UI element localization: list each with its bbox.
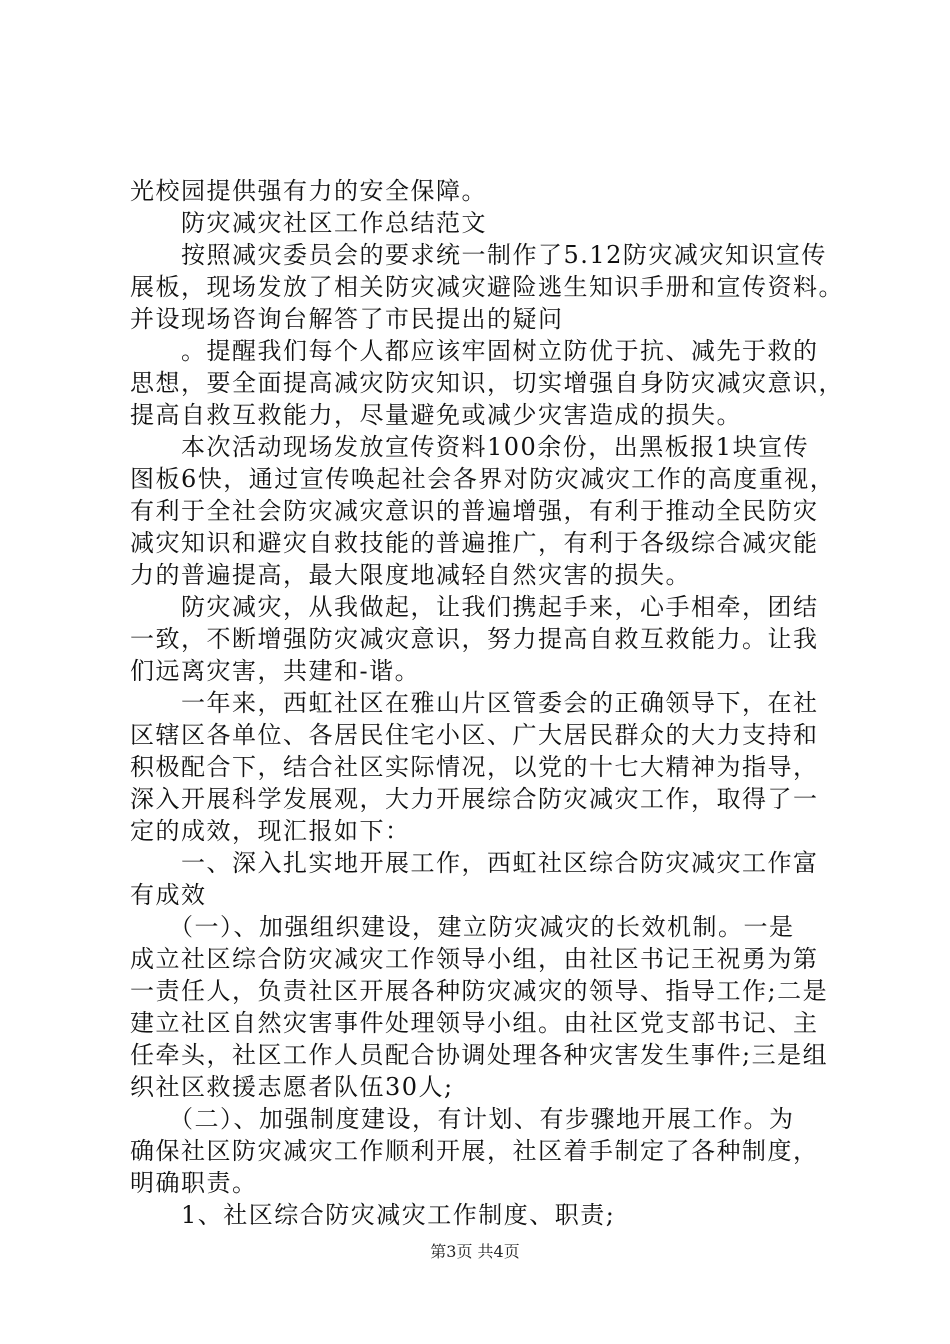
text-line: 明确职责。 <box>130 1169 258 1197</box>
section-heading: 有成效 <box>130 881 207 909</box>
text-line: 提高自救互救能力，尽量避免或减少灾害造成的损失。 <box>130 401 742 429</box>
text-line: 并设现场咨询台解答了市民提出的疑问 <box>130 305 564 333</box>
text-line: 图板6快，通过宣传唤起社会各界对防灾减灾工作的高度重视， <box>130 465 836 493</box>
text-line: 一致，不断增强防灾减灾意识，努力提高自救互救能力。让我 <box>130 625 819 653</box>
text-line: 有利于全社会防灾减灾意识的普遍增强，有利于推动全民防灾 <box>130 497 819 525</box>
page-footer: 第3页 共4页 <box>430 1242 520 1261</box>
text-line: （二）、加强制度建设，有计划、有步骤地开展工作。为 <box>130 1105 795 1133</box>
text-line: 防灾减灾，从我做起，让我们携起手来，心手相牵，团结 <box>130 593 819 621</box>
text-line: 织社区救援志愿者队伍30人; <box>130 1073 454 1101</box>
text-line: 们远离灾害，共建和-谐。 <box>130 657 421 685</box>
text-line: 定的成效，现汇报如下： <box>130 817 411 845</box>
text-line: 思想，要全面提高减灾防灾知识，切实增强自身防灾减灾意识， <box>130 369 844 397</box>
text-line: 展板，现场发放了相关防灾减灾避险逃生知识手册和宣传资料。 <box>130 273 844 301</box>
section-heading: 一、深入扎实地开展工作，西虹社区综合防灾减灾工作富 <box>130 849 819 877</box>
text-line: 建立社区自然灾害事件处理领导小组。由社区党支部书记、主 <box>130 1009 819 1037</box>
text-line: 力的普遍提高，最大限度地减轻自然灾害的损失。 <box>130 561 691 589</box>
text-line: 本次活动现场发放宣传资料100余份，出黑板报1块宣传 <box>130 433 810 461</box>
text-line: 按照减灾委员会的要求统一制作了5.12防灾减灾知识宣传 <box>130 241 827 269</box>
text-line: 成立社区综合防灾减灾工作领导小组，由社区书记王祝勇为第 <box>130 945 819 973</box>
text-line: 。提醒我们每个人都应该牢固树立防优于抗、减先于救的 <box>130 337 819 365</box>
text-line: 确保社区防灾减灾工作顺利开展，社区着手制定了各种制度， <box>130 1137 819 1165</box>
text-line: 光校园提供强有力的安全保障。 <box>130 177 487 205</box>
text-line: 区辖区各单位、各居民住宅小区、广大居民群众的大力支持和 <box>130 721 819 749</box>
text-line: 减灾知识和避灾自救技能的普遍推广，有利于各级综合减灾能 <box>130 529 819 557</box>
text-line: 1、社区综合防灾减灾工作制度、职责; <box>130 1201 616 1229</box>
text-line: 任牵头，社区工作人员配合协调处理各种灾害发生事件;三是组 <box>130 1041 829 1069</box>
text-line: 一年来，西虹社区在雅山片区管委会的正确领导下，在社 <box>130 689 819 717</box>
text-line: 一责任人，负责社区开展各种防灾减灾的领导、指导工作;二是 <box>130 977 829 1005</box>
document-title: 防灾减灾社区工作总结范文 <box>130 209 487 237</box>
text-line: （一）、加强组织建设，建立防灾减灾的长效机制。一是 <box>130 913 795 941</box>
text-line: 积极配合下，结合社区实际情况，以党的十七大精神为指导， <box>130 753 819 781</box>
text-line: 深入开展科学发展观，大力开展综合防灾减灾工作，取得了一 <box>130 785 819 813</box>
